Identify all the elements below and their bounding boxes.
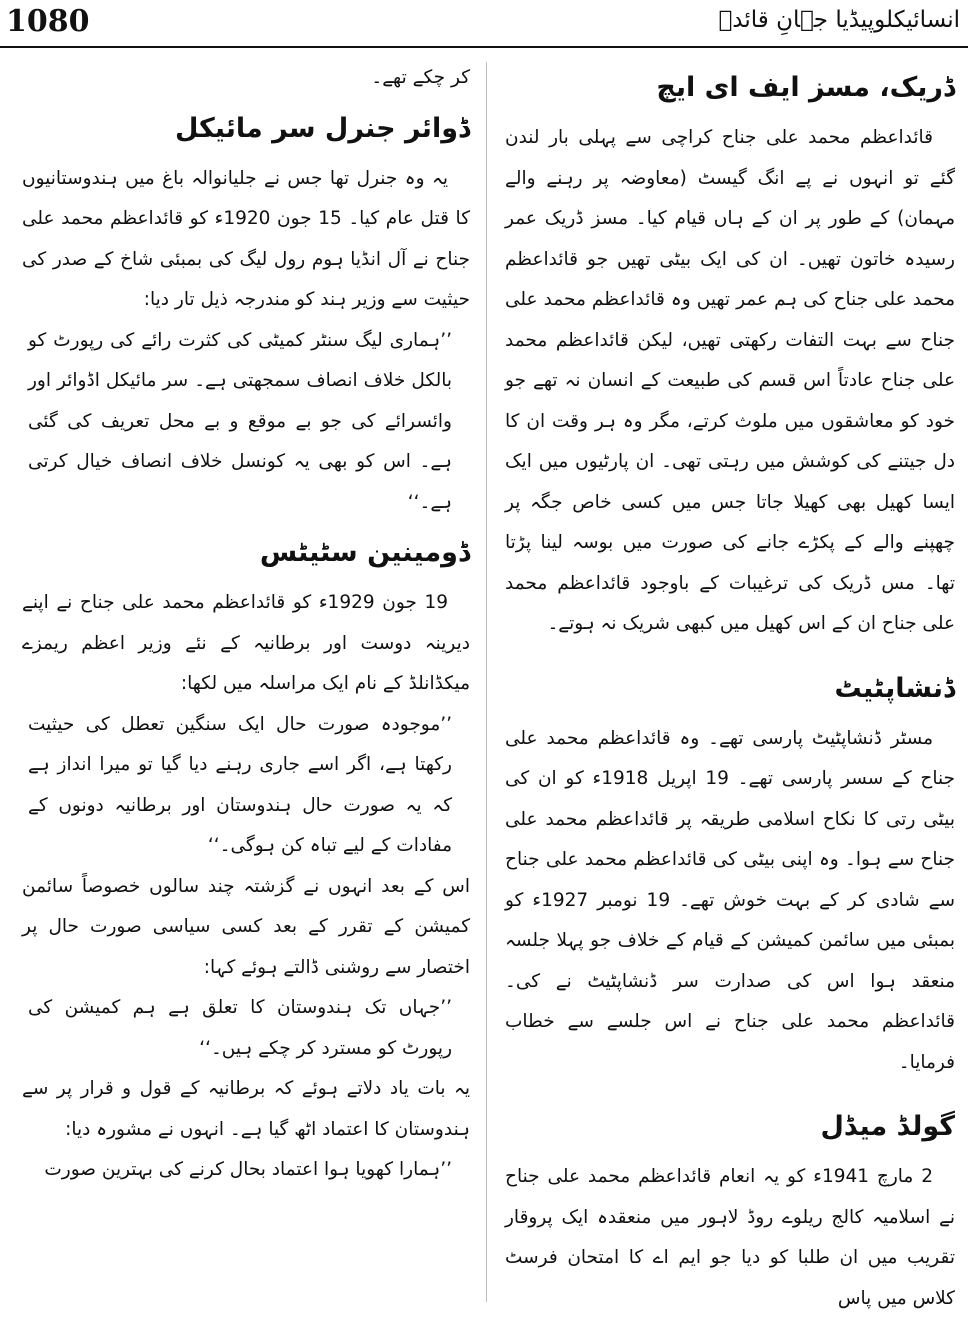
quote-dyer: ’’ہماری لیگ سنٹر کمیٹی کی کثرت رائے کی رپورٹ کو بالکل خلاف انصاف سمجھتی ہے۔ سر مائیکل اڈوائر اور وائسرائے کی جو بے موقع و بے محل تعریف کی گئی ہے۔ اس کو بھی یہ کونسل خلاف انصاف خیال کرتی ہے۔‘‘ [28, 329, 452, 513]
paragraph-simon-commission: اس کے بعد انہوں نے گزشتہ چند سالوں خصوصاً سائمن کمیشن کے تقرر کے بعد کسی سیاسی صورت حال پر اختصار سے روشنی ڈالتے ہوئے کہا: [22, 875, 470, 978]
running-title: انسائیکلوپیڈیا جہانِ قائدؒ [718, 7, 960, 33]
left-column [22, 58, 470, 1191]
heading-drake: ڈریک، مسز ایف ای ایچ [656, 72, 955, 103]
heading-dyer: ڈوائر جنرل سر مائیکل [174, 112, 470, 144]
column-divider [486, 62, 487, 1302]
heading-dinshaw-petit: ڈنشاپٹیٹ [834, 672, 955, 704]
paragraph-dominion-status: 19 جون 1929ء کو قائداعظم محمد علی جناح نے اپنے دیرینہ دوست اور برطانیہ کے نئے وزیر اعظم ریمزے میکڈانلڈ کے نام ایک مراسلہ میں لکھا: [22, 592, 470, 694]
page-number: 1080 [6, 4, 90, 39]
quote-dominion-status: ’’موجودہ صورت حال ایک سنگین تعطل کی حیثیت رکھتا ہے، اگر اسے جاری رہنے دیا گیا تو میرا انداز ہے کہ یہ صورت حال ہندوستان اور برطانیہ دونوں کے مفادات کے لیے تباہ کن ہوگی۔‘‘ [28, 713, 452, 856]
paragraph-drake: قائداعظم محمد علی جناح کراچی سے پہلی بار لندن گئے تو انہوں نے پے انگ گیسٹ (معاوضہ پر رہنے والے مہمان) کے طور پر ان کے ہاں قیام کیا۔ مسز ڈریک عمر رسیدہ خاتون تھیں۔ ان کی ایک بیٹی تھیں جو قائداعظم محمد علی جناح کی ہم عمر تھیں وہ قائداعظم محمد علی جناح سے بہت التفات رکھتی تھیں، لیکن قائداعظم محمد علی جناح عادتاً اس قسم کی طبیعت کے انسان نہ تھے جو خود کو معاشقوں میں ملوث کرتے، مگر وہ ہر وقت ان کا دل جیتنے کی کوشش میں رہتی تھی۔ ان پارٹیوں میں ایک ایسا کھیل بھی کھیلا جاتا جس میں کسی خاص جگہ پر چھپنے والے کے پکڑے جانے کی صورت میں بوسہ لینا پڑتا تھا۔ مس ڈریک کی ترغیبات کے باوجود قائداعظم محمد علی جناح ان کے اس کھیل میں کبھی شریک نہ ہوتے۔ [505, 127, 955, 634]
quote-simon-commission: ’’جہاں تک ہندوستان کا تعلق ہے ہم کمیشن کی رپورٹ کو مسترد کر چکے ہیں۔‘‘ [28, 997, 452, 1059]
heading-dominion-status: ڈومینین سٹیٹس [259, 537, 470, 568]
page-header [0, 0, 968, 52]
continuation-text: کر چکے تھے۔ [371, 67, 470, 88]
right-column [505, 58, 955, 1319]
heading-gold-medal: گولڈ میڈل [820, 1111, 955, 1142]
paragraph-trust: یہ بات یاد دلاتے ہوئے کہ برطانیہ کے قول و قرار پر سے ہندوستان کا اعتماد اٹھ گیا ہے۔ انہوں نے مشورہ دیا: [22, 1078, 470, 1140]
paragraph-dinshaw-petit: مسٹر ڈنشاپٹیٹ پارسی تھے۔ وہ قائداعظم محمد علی جناح کے سسر پارسی تھے۔ 19 اپریل 1918ء کو ان کی بیٹی رتی کا نکاح اسلامی طریقہ پر قائداعظم محمد علی جناح سے ہوا۔ وہ اپنی بیٹی کی قائداعظم محمد علی جناح سے شادی کر کے بہت خوش تھے۔ 19 نومبر 1927ء کو بمبئی میں سائمن کمیشن کے قیام کے خلاف جو پہلا جلسہ منعقد ہوا اس کی صدارت سر ڈنشاپٹیٹ نے کی۔ قائداعظم محمد علی جناح نے اس جلسے سے خطاب فرمایا۔ [505, 727, 955, 1073]
paragraph-dyer: یہ وہ جنرل تھا جس نے جلیانوالہ باغ میں ہندوستانیوں کا قتل عام کیا۔ 15 جون 1920ء کو قائداعظم محمد علی جناح نے آل انڈیا ہوم رول لیگ کی بمبئی شاخ کے صدر کی حیثیت سے وزیر ہند کو مندرجہ ذیل تار دیا: [22, 167, 471, 310]
quote-trust: ’’ہمارا کھویا ہوا اعتماد بحال کرنے کی بہترین صورت [44, 1159, 452, 1180]
paragraph-gold-medal: 2 مارچ 1941ء کو یہ انعام قائداعظم محمد علی جناح نے اسلامیہ کالج ریلوے روڈ لاہور میں منعقدہ ایک پروقار تقریب میں ان طلبا کو دیا جو ایم اے کا امتحان فرسٹ کلاس میں پاس [505, 1166, 955, 1309]
header-rule [0, 46, 968, 48]
